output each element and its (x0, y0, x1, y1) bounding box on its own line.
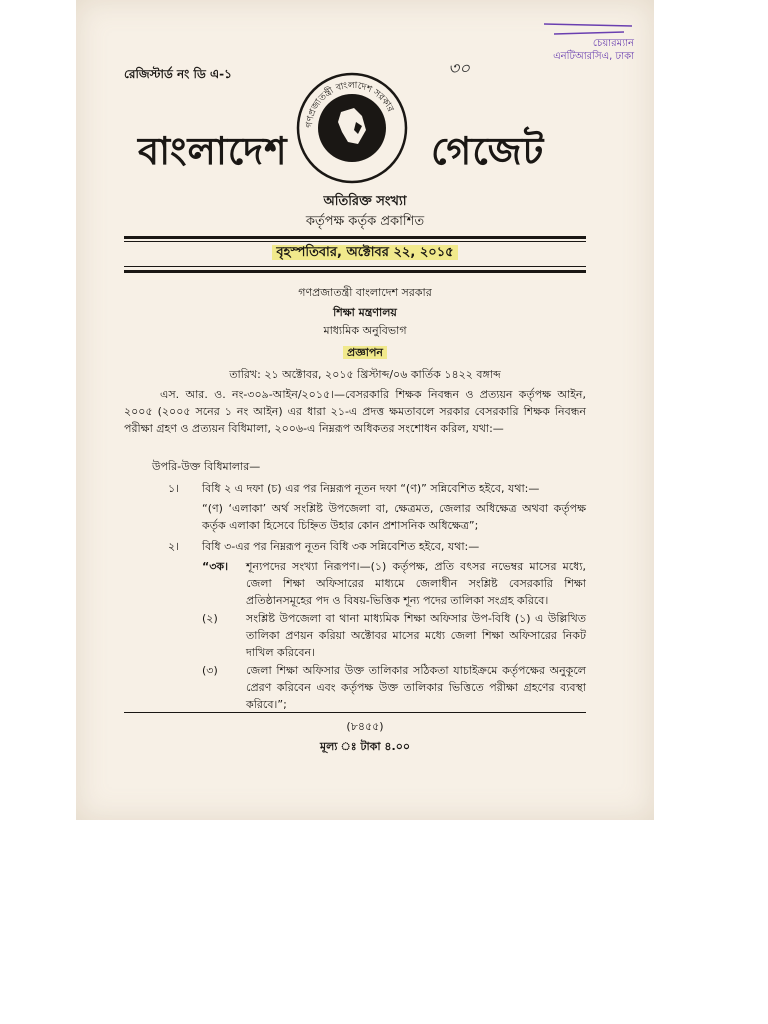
issue-date-text: বৃহস্পতিবার, অক্টোবর ২২, ২০১৫ (272, 245, 457, 260)
office-stamp (494, 18, 634, 63)
item-number: ১। (168, 482, 180, 495)
item-text: সংশ্লিষ্ট উপজেলা বা থানা মাধ্যমিক শিক্ষা অফিসার উপ-বিধি (১) এ উল্লিখিত তালিকা প্রণয়ন করিয়া অক্টোবর মাসের মধ্যে জেলা শিক্ষা অফিসারের নিকট দাখিল করিবেন। (246, 612, 586, 659)
government-name: গণপ্রজাতন্ত্রী বাংলাদেশ সরকার (298, 286, 432, 299)
header-rule-thin (124, 241, 586, 242)
item-text: বিধি ২ এ দফা (চ) এর পর নিম্নরূপ নূতন দফা “(ণ)” সন্নিবেশিত হইবে, যথা:— (202, 482, 540, 495)
issue-date (76, 243, 654, 264)
stamp-struck-lines (494, 18, 634, 38)
publisher-line: কর্তৃপক্ষ কর্তৃক প্রকাশিত (305, 214, 425, 229)
item-text: বিধি ৩-এর পর নিম্নরূপ নূতন বিধি ৩ক সন্নিবেশিত হইবে, যথা:— (202, 540, 480, 553)
item-text: জেলা শিক্ষা অফিসার উক্ত তালিকার সঠিকতা যাচাইক্রমে কর্তৃপক্ষের অনুকূলে প্রেরণ করিবেন এবং কর্তৃপক্ষ উক্ত তালিকার ভিত্তিতে পরীক্ষা গ্রহণের ব্যবস্থা করিবে।”; (246, 664, 586, 711)
ministry-name: শিক্ষা মন্ত্রণালয় (333, 306, 397, 319)
division-name: মাধ্যমিক অনুবিভাগ (323, 324, 407, 337)
gazette-title-left: বাংলাদেশ (138, 129, 288, 173)
item-text: “(ণ) ‘এলাকা’ অর্থ সংশ্লিষ্ট উপজেলা বা, ক্ষেত্রমত, জেলার অধিক্ষেত্র অথবা কর্তৃপক্ষ কর্তৃক এলাকা হিসেবে চিহ্নিত উহার কোন প্রশাসনিক অধিক্ষেত্র”; (202, 502, 586, 532)
item-number: “৩ক। (202, 560, 229, 573)
date-rule-thin (124, 266, 586, 267)
registration-number: রেজিস্টার্ড নং ডি এ-১ (124, 67, 232, 81)
handwritten-number: ৩০ (448, 59, 471, 79)
extraordinary-issue: অতিরিক্ত সংখ্যা (323, 194, 407, 209)
item-number: (২) (202, 612, 218, 625)
preamble-paragraph: এস. আর. ও. নং-৩০৯-আইন/২০১৫।—বেসরকারি শিক্ষক নিবন্ধন ও প্রত্যয়ন কর্তৃপক্ষ আইন, ২০০৫ (২০০৫ সনের ১ নং আইন) এর ধারা ২১-এ প্রদত্ত ক্ষমতাবলে সরকার বেসরকারি শিক্ষক নিবন্ধন পরীক্ষা গ্রহণ ও প্রত্যয়ন বিধিমালা, ২০০৬-এ নিম্নরূপ অধিকতর সংশোধন করিল, যথা:— (124, 388, 586, 435)
item-number: (৩) (202, 664, 218, 677)
date-rule (124, 270, 586, 273)
notice-date: তারিখ: ২১ অক্টোবর, ২০১৫ খ্রিস্টাব্দ/০৬ কার্তিক ১৪২২ বঙ্গাব্দ (229, 368, 501, 381)
footer-rule (124, 712, 586, 713)
seal-text: গণপ্রজাতন্ত্রী বাংলাদেশ সরকার (304, 80, 396, 129)
notice-type (76, 344, 654, 363)
rules-intro: উপরি-উক্ত বিধিমালার— (152, 460, 261, 473)
page-number: (৮৪৫৫) (346, 720, 384, 733)
item-number: ২। (168, 540, 180, 553)
item-text: শূন্যপদের সংখ্যা নিরূপণ।—(১) কর্তৃপক্ষ, প্রতি বৎসর নভেম্বর মাসের মধ্যে, জেলা শিক্ষা অফিসারের মাধ্যমে জেলাধীন সংশ্লিষ্ট বেসরকারি শিক্ষা প্রতিষ্ঠানসমূহের পদ ও বিষয়-ভিত্তিক শূন্য পদের তালিকা সংগ্রহ করিবে। (246, 560, 586, 607)
price: মূল্য ঃ টাকা ৪.০০ (319, 740, 411, 753)
gazette-title-right: গেজেট (431, 129, 545, 173)
stamp-line: এনটিআরসিএ, ঢাকা (553, 50, 634, 62)
notice-type-text: প্রজ্ঞাপন (343, 346, 387, 359)
gazette-page (76, 0, 654, 820)
government-seal-icon (296, 72, 408, 184)
stamp-line: চেয়ারম্যান (592, 38, 634, 49)
header-rule (124, 236, 586, 239)
